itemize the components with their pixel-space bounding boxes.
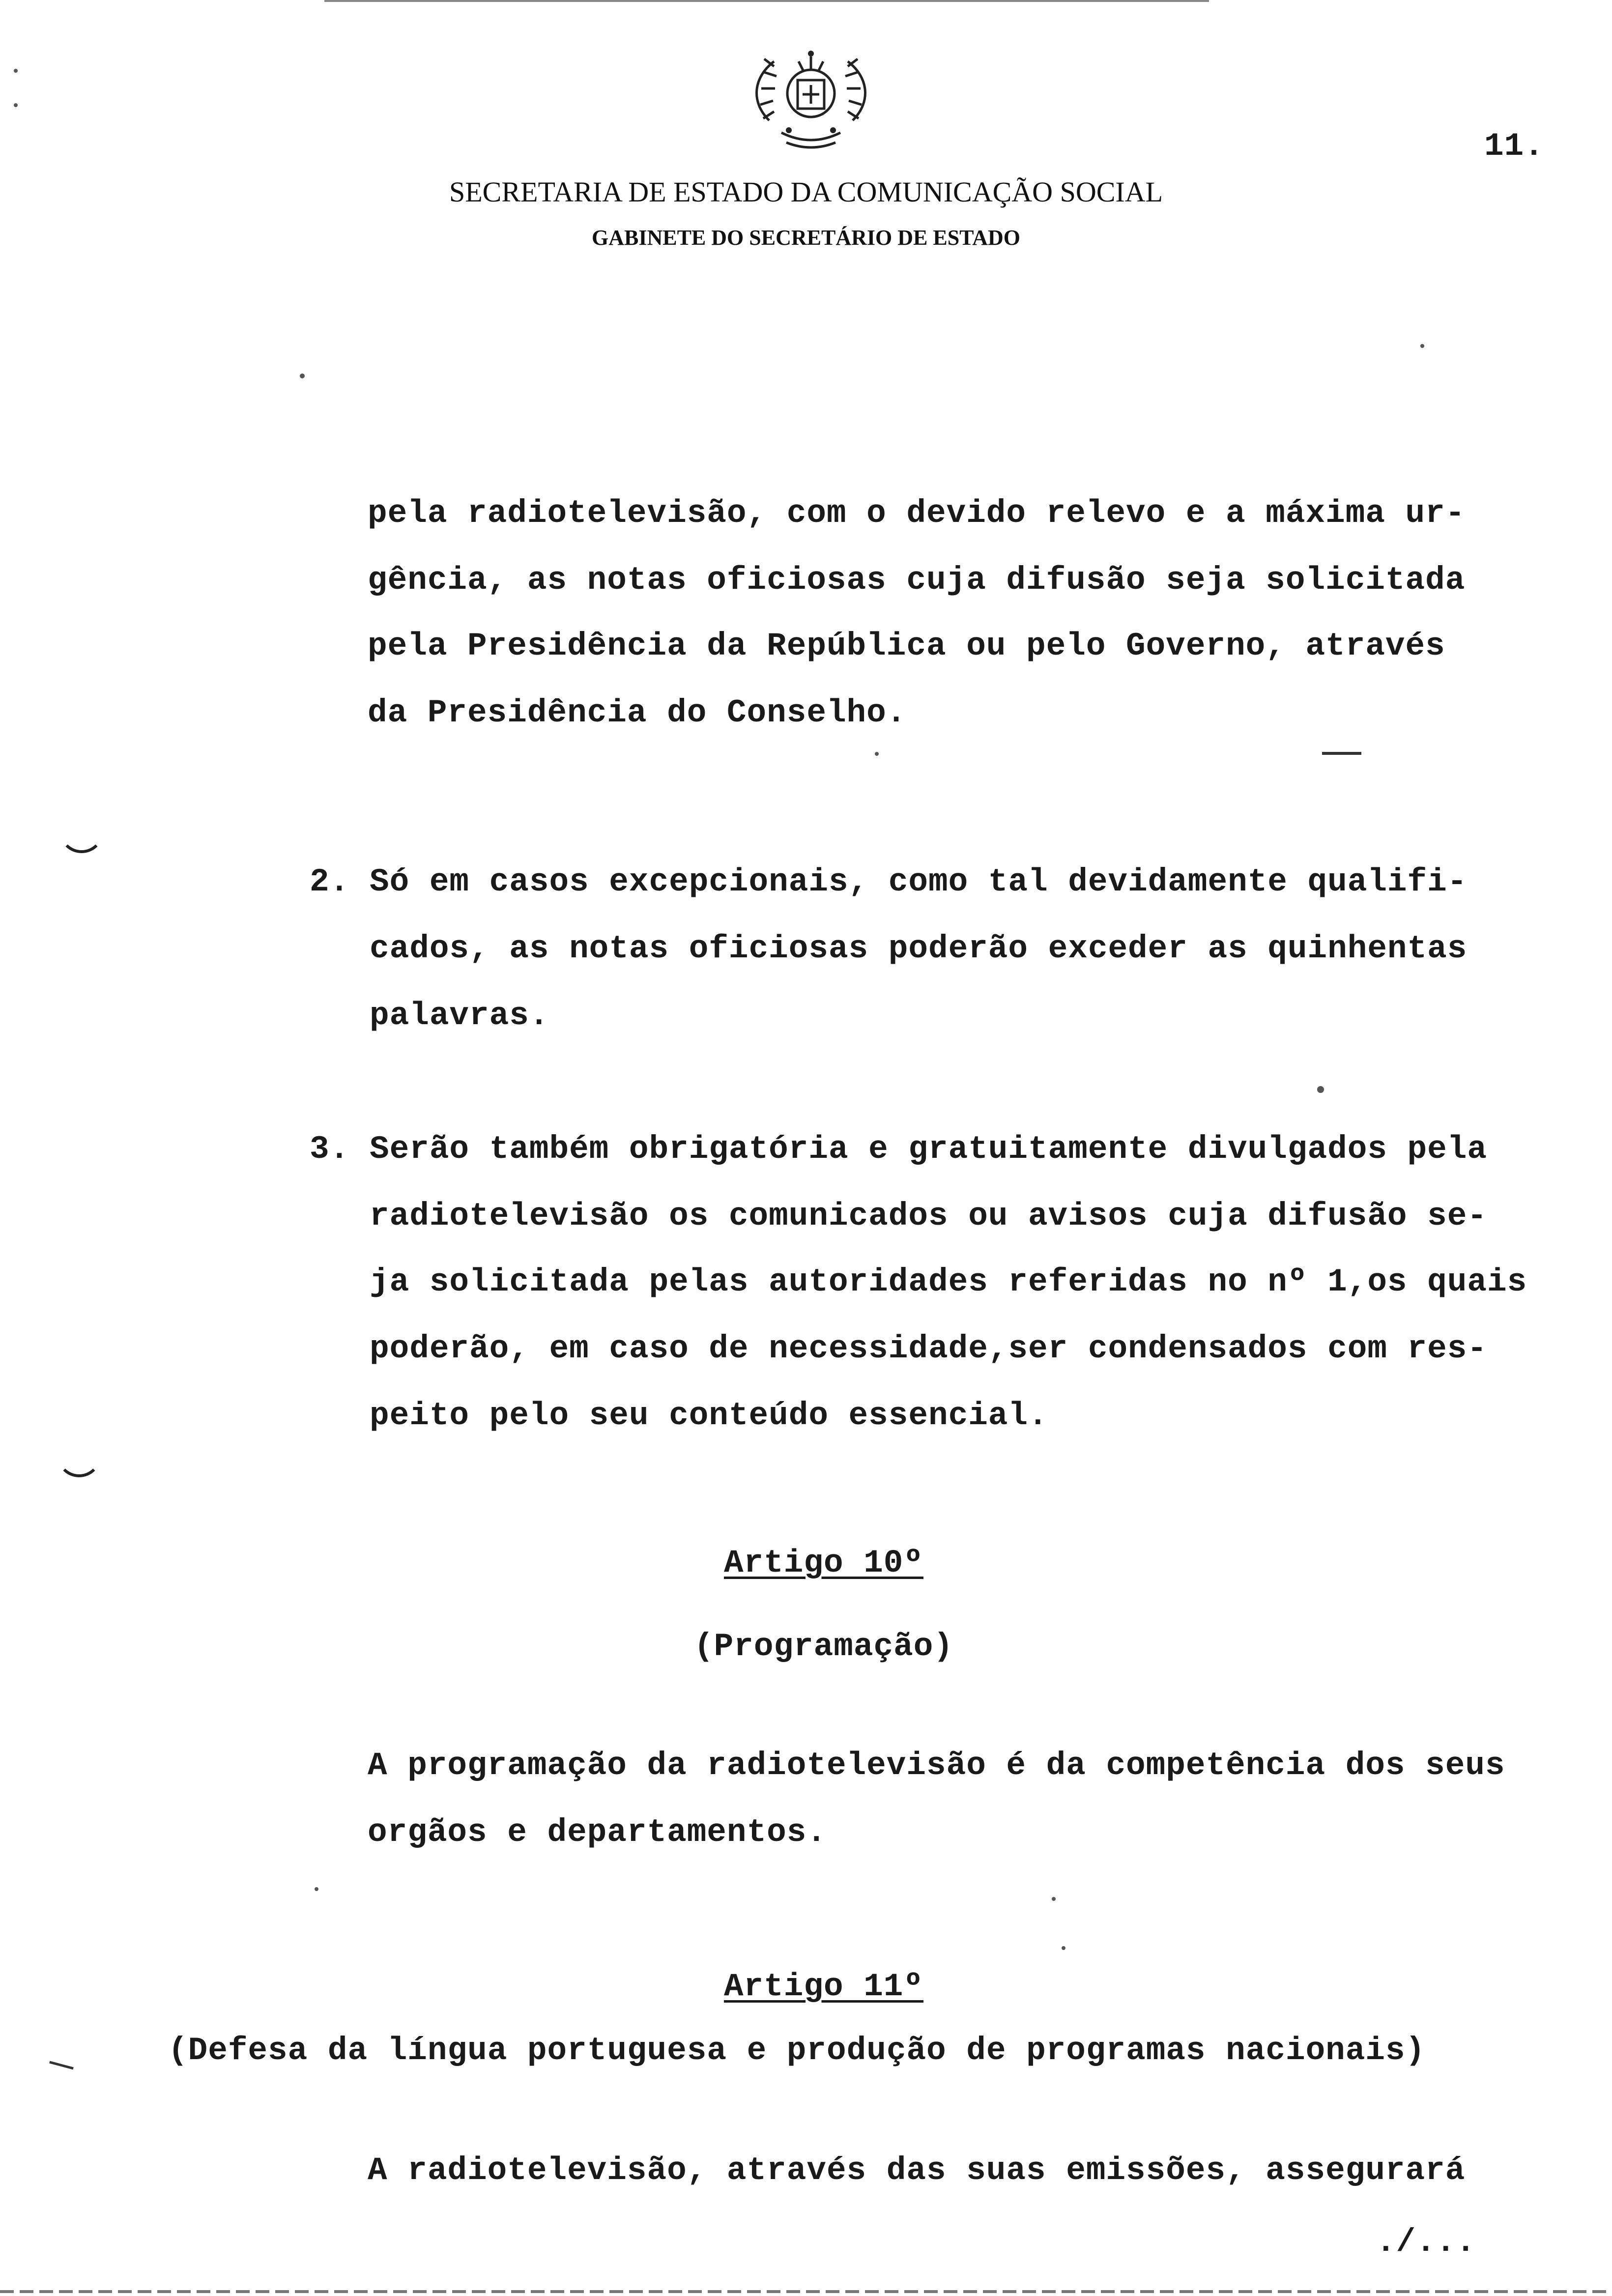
paragraph-line: Só em casos excepcionais, como tal devidamente qualifi- — [370, 863, 1468, 900]
continuation-mark: ./... — [1376, 2224, 1476, 2261]
article-heading — [18, 1968, 1612, 2005]
emblem-icon — [740, 47, 882, 157]
speck — [14, 103, 18, 107]
paragraph-line: peito pelo seu conteúdo essencial. — [370, 1397, 1048, 1434]
paragraph-line: A programação da radiotelevisão é da competência dos seus — [368, 1747, 1505, 1784]
binding-hole-mark — [59, 831, 104, 853]
paragraph-line: gência, as notas oficiosas cuja difusão seja solicitada — [368, 562, 1466, 599]
article-heading — [18, 1547, 1612, 1579]
paragraph-line: cados, as notas oficiosas poderão exceder as quinhentas — [370, 930, 1468, 967]
paragraph-line: da Presidência do Conselho. — [368, 694, 907, 731]
paragraph-line: palavras. — [370, 997, 549, 1034]
ink-mark — [49, 2061, 74, 2070]
article-subtitle: (Defesa da língua portuguesa e produção de programas nacionais) — [168, 2032, 1426, 2069]
paragraph-line: poderão, em caso de necessidade,ser condensados com res- — [370, 1330, 1487, 1367]
top-rule — [324, 0, 1209, 2]
paragraph-line: orgãos e departamentos. — [368, 1814, 827, 1851]
coat-of-arms-emblem — [740, 47, 882, 157]
speck — [14, 69, 18, 73]
binding-hole-mark — [57, 1455, 102, 1477]
page-number: 11. — [1484, 128, 1544, 165]
paragraph-line: ja solicitada pelas autoridades referidas no nº 1,os quais — [370, 1263, 1527, 1300]
paragraph-line: radiotelevisão os comunicados ou avisos cuja difusão se- — [370, 1198, 1487, 1234]
article-heading-text: Artigo 11º — [723, 1968, 924, 2005]
speck — [315, 1887, 318, 1891]
item-number: 2. — [310, 863, 350, 900]
speck — [1062, 1946, 1065, 1950]
paragraph-line: Serão também obrigatória e gratuitamente divulgados pela — [370, 1131, 1487, 1168]
ink-mark — [1322, 752, 1361, 755]
paragraph-line: pela radiotelevisão, com o devido relevo e a máxima ur- — [368, 495, 1466, 532]
speck — [875, 752, 879, 756]
bottom-rule — [0, 2290, 1612, 2293]
article-subtitle: (Programação) — [694, 1628, 953, 1665]
speck — [1420, 344, 1424, 348]
speck — [300, 373, 305, 378]
header-subtitle: GABINETE DO SECRETÁRIO DE ESTADO — [591, 226, 1021, 250]
paragraph-line: A radiotelevisão, através das suas emissões, assegurará — [368, 2152, 1466, 2189]
item-number: 3. — [310, 1131, 350, 1168]
speck — [1052, 1897, 1056, 1901]
speck — [1317, 1086, 1324, 1093]
paragraph-line: pela Presidência da República ou pelo Governo, através — [368, 628, 1445, 664]
article-heading-text: Artigo 10º — [723, 1545, 924, 1581]
header-title: SECRETARIA DE ESTADO DA COMUNICAÇÃO SOCIAL — [449, 176, 1163, 208]
